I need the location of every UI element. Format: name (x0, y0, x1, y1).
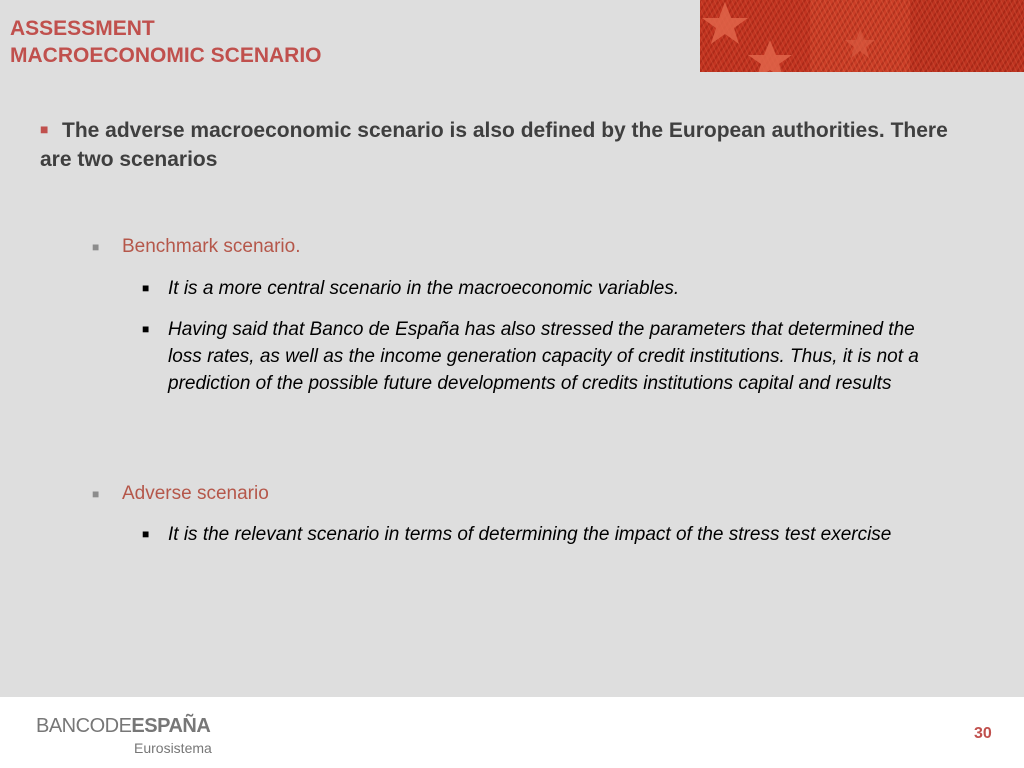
section-heading-text: Adverse scenario (122, 483, 269, 504)
logo-part-banco: BANCO (36, 715, 105, 737)
title-line-2: MACROECONOMIC SCENARIO (10, 44, 322, 67)
intro-text: The adverse macroeconomic scenario is also defined by the European authorities. There are two scenarios (40, 119, 948, 171)
bullet-marker-icon: ■ (142, 527, 150, 541)
bullet-marker-icon: ■ (142, 322, 150, 336)
bullet-marker-icon: ■ (40, 121, 49, 137)
bullet-marker-icon: ■ (92, 240, 100, 254)
page-number: 30 (974, 725, 992, 742)
intro-bullet (40, 115, 970, 174)
logo-subtitle: Eurosistema (134, 740, 212, 756)
list-item-text: Having said that Banco de España has also stressed the parameters that determined the loss rates, as well as the income generation capacity of credit institutions. Thus, it is not a prediction of the possible future developments of credits institutions capital and results (168, 319, 919, 394)
logo-part-espana: ESPAÑA (131, 715, 211, 737)
list-item (142, 316, 942, 397)
eu-flag-stars-banner-icon (700, 0, 1024, 72)
section-heading-text: Benchmark scenario. (122, 236, 301, 257)
slide-title (10, 15, 322, 69)
bullet-marker-icon: ■ (92, 487, 100, 501)
logo-part-de: DE (104, 715, 132, 737)
list-item (142, 521, 942, 548)
list-item-text: It is the relevant scenario in terms of determining the impact of the stress test exercise (168, 524, 892, 545)
logo-wordmark (36, 715, 212, 738)
banco-de-espana-logo (36, 715, 212, 756)
bullet-marker-icon: ■ (142, 281, 150, 295)
title-line-1: ASSESSMENT (10, 17, 155, 40)
list-item (142, 275, 942, 302)
list-item-text: It is a more central scenario in the macroeconomic variables. (168, 278, 680, 299)
